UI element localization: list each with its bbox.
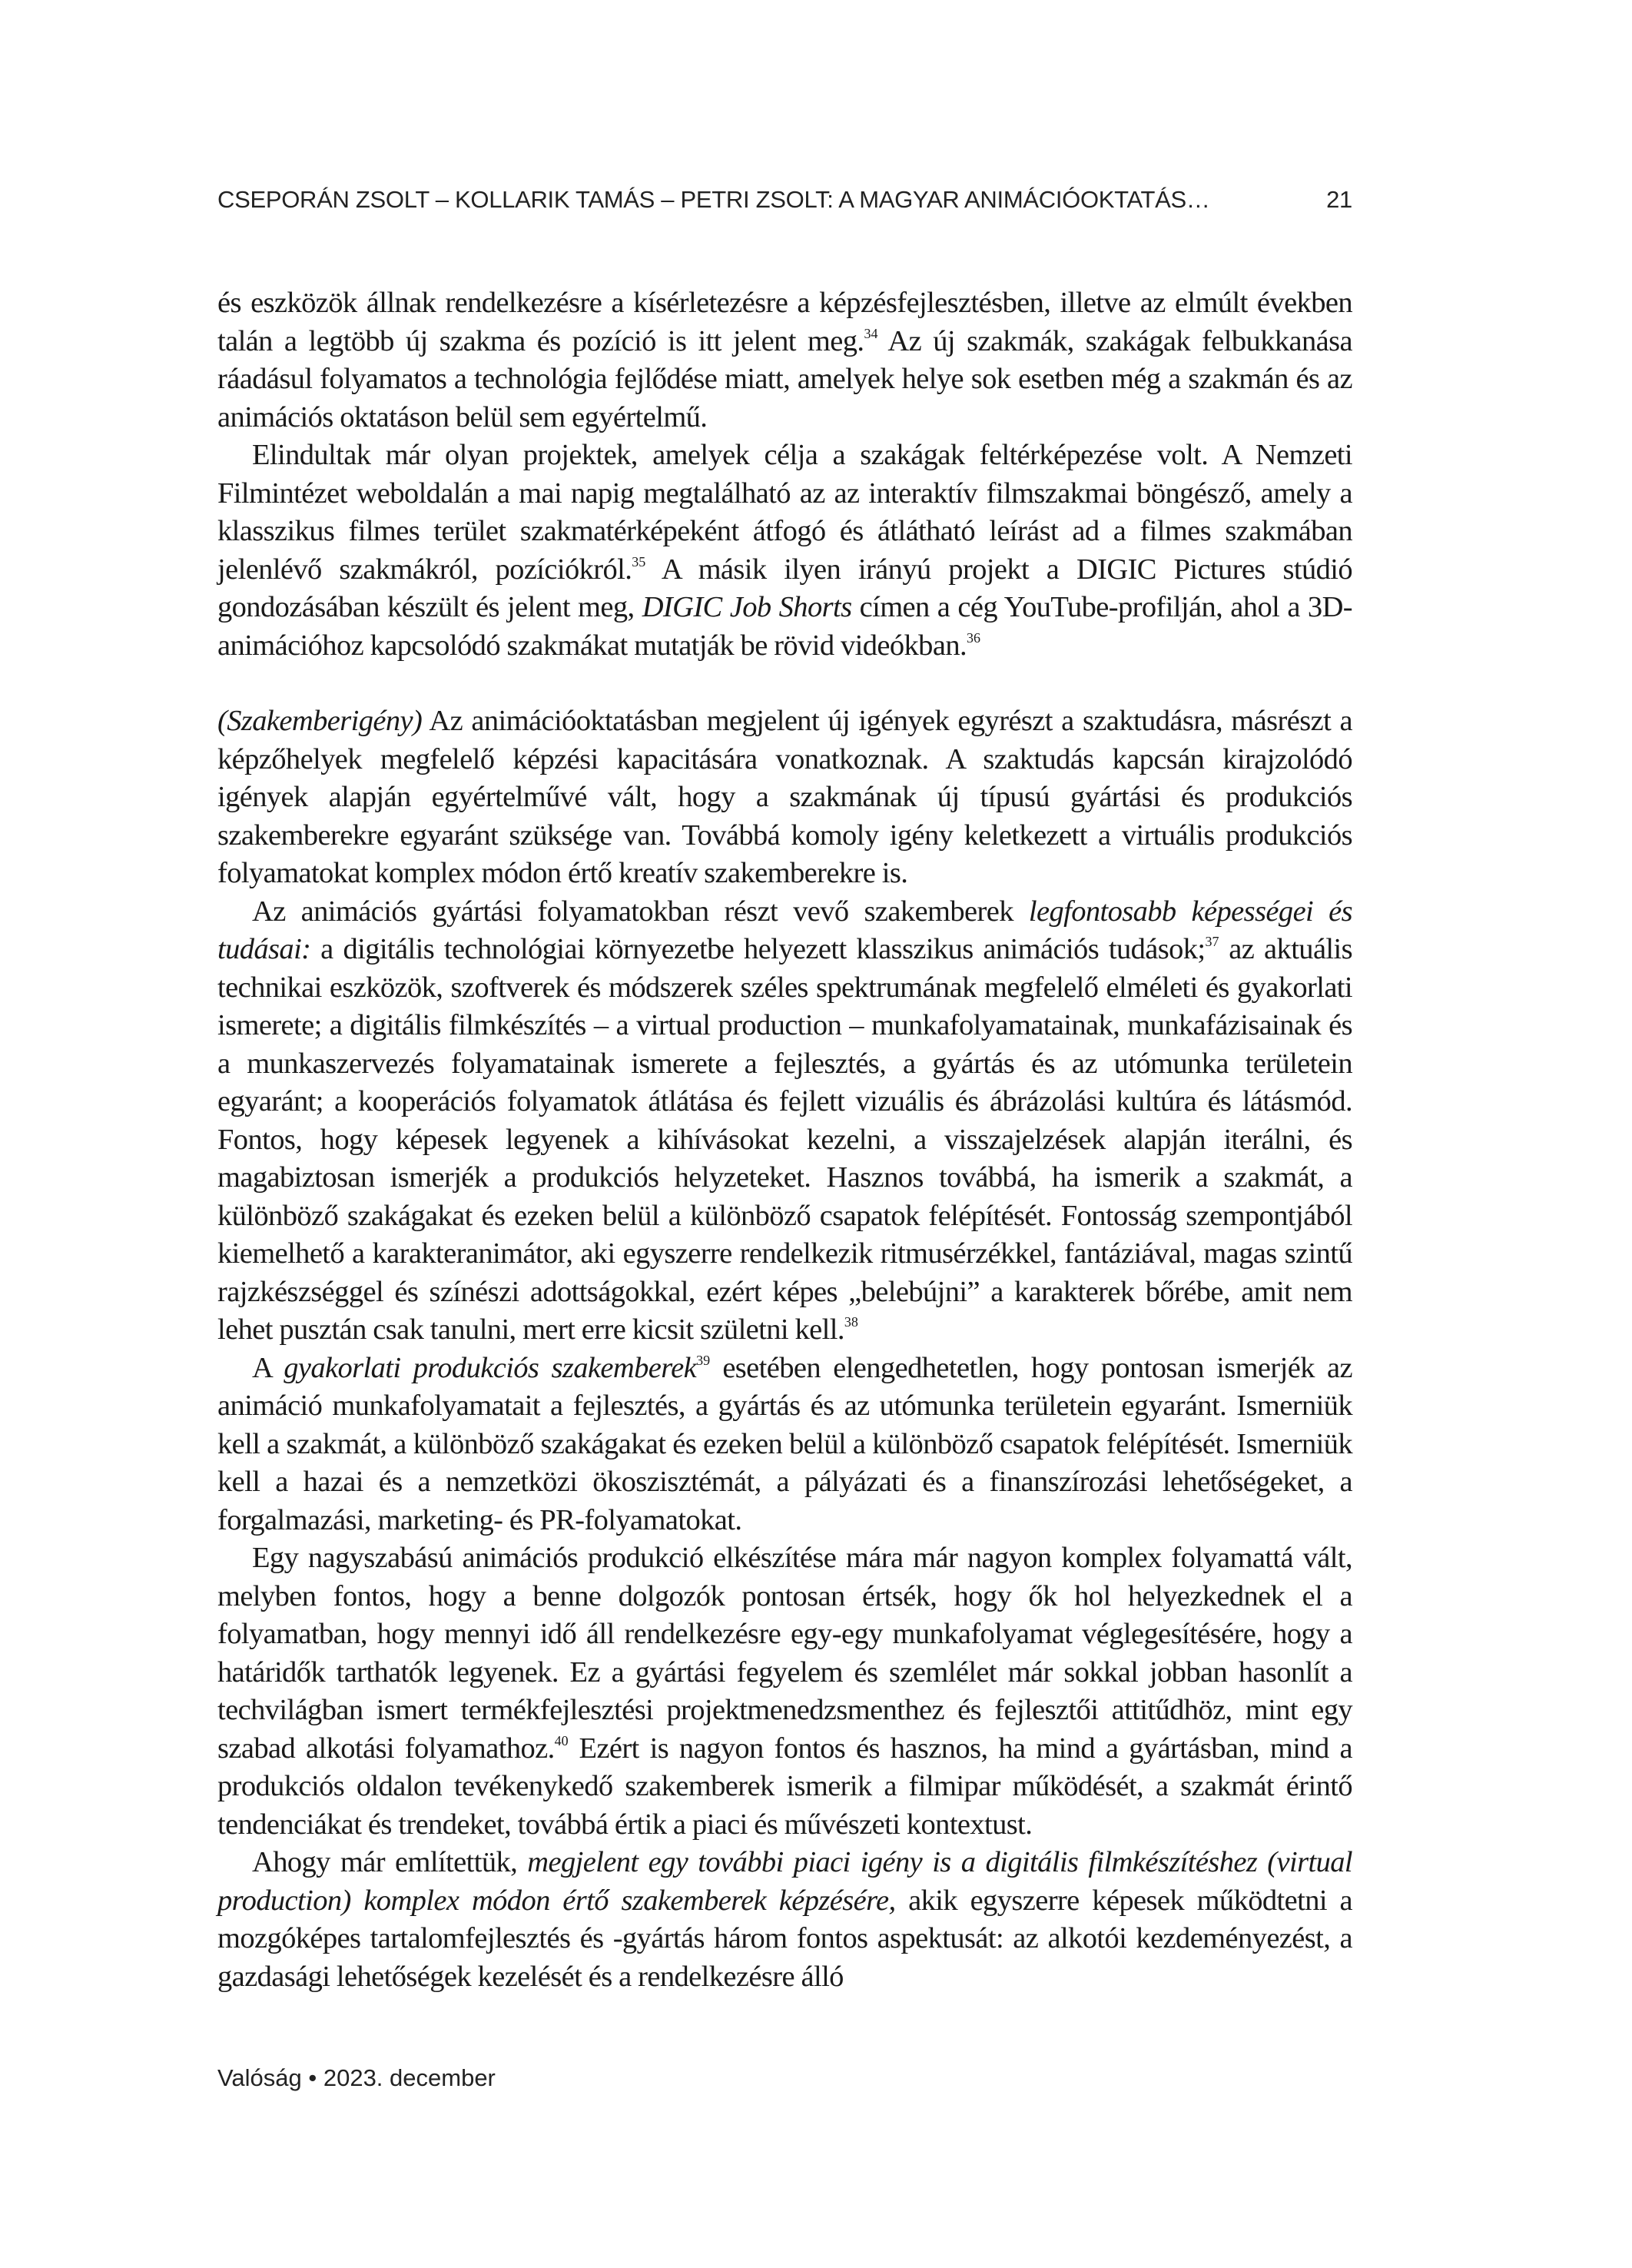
text-run: akik egyszerre képesek működtetni a mozgóképes tartalomfejlesztés és -gyártás három fontos aspektusát: az alkotói kezdeményezést, a gazdasági lehetőségek kezelését és a rendelkezésre álló [217,1884,1352,1993]
text-run: esetében elengedhetetlen, hogy pontosan ismerjék az animáció munkafolyamatait a fejlesztés, a gyártás és az utómunka területein egyaránt. Ismerniük kell a szakmát, a különböző szakágakat és ezeken belül a különböző csapatok felépítését. Ismerniük kell a hazai és a nemzetközi ökoszisztémát, a pályázati és a finanszírozási lehetőségeket, a forgalmazási, marketing- és PR-folyamatokat. [217,1351,1353,1536]
text-run: Ahogy már említettük, [252,1846,528,1878]
text-run: A [252,1351,284,1384]
text-run: Ezért is nagyon fontos és hasznos, ha mind a gyártásban, mind a produkciós oldalon tevékenykedő szakemberek ismerik a filmipar működését, a szakmát érintő tendenciákat és trendeket, továbbá értik a piaci és művészeti kontextust. [217,1732,1353,1841]
italic-run: megjelent egy további piaci igény is a digitális filmkészítéshez (virtual production) komplex módon értő szakemberek képzésére, [217,1846,1352,1917]
paragraph [217,1350,1352,1540]
text-run: címen a cég YouTube-profilján, ahol a 3D-animációhoz kapcsolódó szakmákat mutatják be rövid videókban. [217,591,1353,662]
text-run: az aktuális technikai eszközök, szoftverek és módszerek széles spektrumának megfelelő elméleti és gyakorlati ismerete; a digitális filmkészítés – a virtual production – munkafolyamatainak, munkafázisainak és a munkaszervezés folyamatainak ismerete a fejlesztés, a gyártás és az utómunka területein egyaránt; a kooperációs folyamatok átlátása és fejlett vizuális és ábrázolási kultúra és látásmód. Fontos, hogy képesek legyenek a kihívásokat kezelni, a visszajelzések alapján iterálni, és magabiztosan ismerjék a produkciós helyzeteket. Hasznos továbbá, ha ismerik a szakmát, a különböző szakágakat és ezeken belül a különböző csapatok felépítését. Fontosság szempontjából kiemelhető a karakteranimátor, aki egyszerre rendelkezik ritmusérzékkel, fantáziával, magas szintű rajzkészséggel és színészi adottságokkal, ezért képes „belebújni” a karakterek bőrébe, amit nem lehet pusztán csak tanulni, mert erre kicsit születni kell. [217,933,1353,1346]
text-run: a digitális technológiai környezetbe helyezett klasszikus animációs tudások; [310,933,1206,965]
footnote-ref: 36 [967,629,980,646]
paragraph [217,437,1352,665]
footnote-ref: 40 [554,1732,569,1748]
article-body [217,284,1352,1996]
text-run: és eszközök állnak rendelkezésre a kísérletezésre a képzésfejlesztésben, illetve az elmúlt években talán a legtöbb új szakma és pozíció is itt jelent meg. [217,287,1352,357]
italic-run: (Szakemberigény) [217,705,423,737]
footnote-ref: 34 [864,325,878,341]
text-run: Az új szakmák, szakágak felbukkanása ráadásul folyamatos a technológia fejlődése miatt, amelyek helye sok esetben még a szakmán és az animációs oktatáson belül sem egyértelmű. [217,324,1352,433]
footnote-ref: 39 [696,1352,711,1368]
footer-separator: • [308,2064,317,2091]
text-run: Elindultak már olyan projektek, amelyek célja a szakágak feltérképezése volt. A Nemzeti Filmintézet weboldalán a mai napig megtalálható az az interaktív filmszakmai böngésző, amely a klasszikus filmes terület szakmatérképeként átfogó és átlátható leírást ad a filmes szakmában jelenlévő szakmákról, pozíciókról. [217,439,1352,586]
italic-run: DIGIC Job Shorts [642,591,852,623]
footnote-ref: 38 [844,1314,858,1330]
journal-name: Valóság [217,2064,302,2091]
text-run: Az animációoktatásban megjelent új igények egyrészt a szaktudásra, másrészt a képzőhelyek megfelelő képzési kapacitására vonatkoznak. A szaktudás kapcsán kirajzolódó igények alapján egyértelművé vált, hogy a szakmának új típusú gyártási és produkciós szakemberekre egyaránt szüksége van. Továbbá komoly igény keletkezett a virtuális produkciós folyamatokat komplex módon értő kreatív szakemberekre is. [217,705,1352,889]
text-run: Az animációs gyártási folyamatokban részt vevő szakemberek [252,895,1029,928]
paragraph [217,1844,1352,1996]
paragraph [217,893,1352,1350]
paragraph [217,284,1352,437]
footnote-ref: 35 [632,553,646,569]
issue-date: 2023. december [323,2064,496,2091]
text-run: Egy nagyszabású animációs produkció elkészítése mára már nagyon komplex folyamattá vált, melyben fontos, hogy a benne dolgozók pontosan értsék, hogy ők hol helyezkednek el a folyamatban, hogy mennyi idő áll rendelkezésre egy-egy munkafolyamat véglegesítésére, hogy a határidők tarthatók legyenek. Ez a gyártási fegyelem és szemlélet már sokkal jobban hasonlít a techvilágban ismert termékfejlesztési projektmenedzsmenthez és fejlesztői attitűdhöz, mint egy szabad alkotási folyamathoz. [217,1542,1352,1765]
running-header [217,186,1352,214]
page-number: 21 [1326,186,1352,213]
running-title: CSEPORÁN ZSOLT – KOLLARIK TAMÁS – PETRI ZSOLT: A MAGYAR ANIMÁCIÓOKTATÁS… [217,186,1210,213]
footer [217,2064,496,2092]
paragraph [217,1539,1352,1844]
italic-run: gyakorlati produkciós szakemberek [284,1351,697,1384]
footnote-ref: 37 [1205,934,1219,949]
text-run: A másik ilyen irányú projekt a DIGIC Pictures stúdió gondozásában készült és jelent meg, [217,553,1352,623]
paragraph [217,702,1352,893]
italic-run: legfontosabb képességei és tudásai: [217,895,1352,965]
